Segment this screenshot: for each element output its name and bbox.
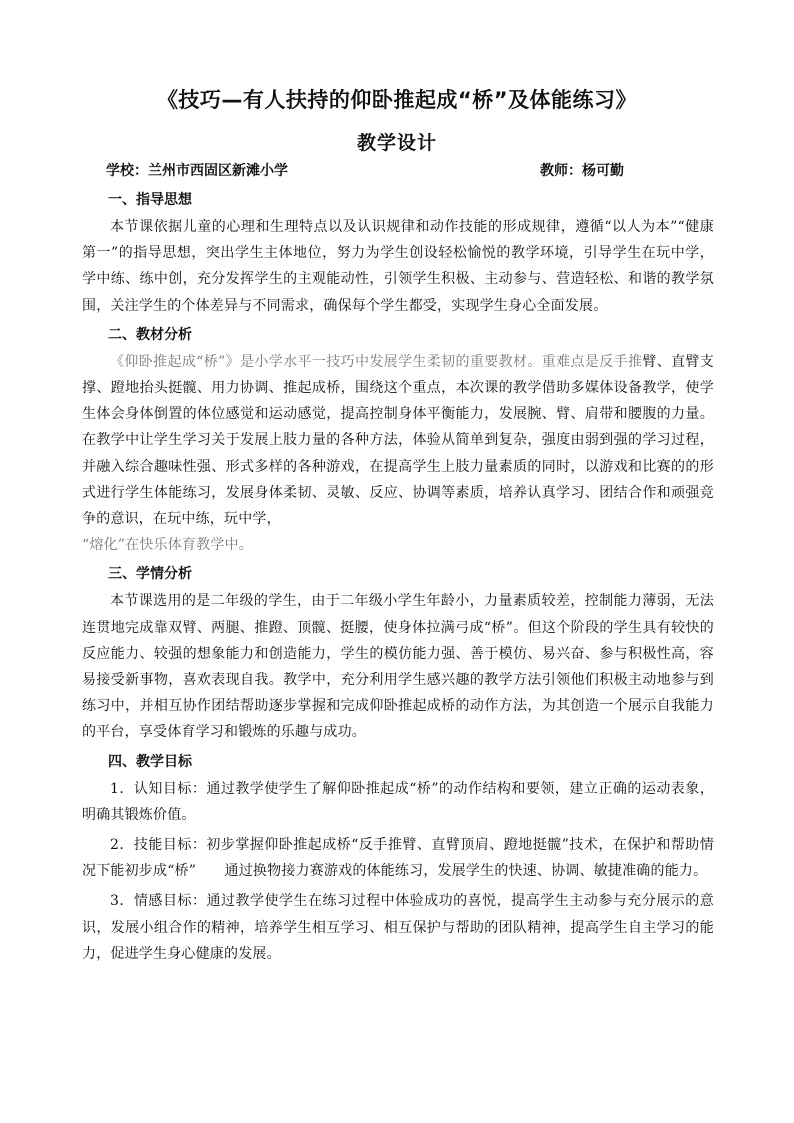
section-text-guiding: 本节课依据儿童的心理和生理特点以及认识规律和动作技能的形成规律，遵循“以人为本”“健康第一”的指导思想，突出学生主体地位，努力为学生创设轻松愉悦的教学环境，引导学生在玩中学，学中练、练中创，充分发挥学生的主观能动性，引领学生积极、主动参与、营造轻松、和谐的教学氛围，关注学生的个体差异与不同需求，确保每个学生都受，实现学生身心全面发展。	[82, 219, 714, 314]
teacher-label: 教师：杨可勤	[540, 163, 624, 179]
goal-item-skill: 2．技能目标：初步掌握仰卧推起成桥“反手推臂、直臂顶肩、蹬地挺髋”技术，在保护和帮助情况下能初步成“桥” 通过换物接力赛游戏的体能练习，发展学生的快速、协调、敏捷准确的能力。	[82, 837, 714, 880]
section-text-students: 本节课选用的是二年级的学生，由于二年级小学生年龄小，力量素质较差，控制能力薄弱，无法连贯地完成靠双臂、两腿、推蹬、顶髋、挺腰，使身体拉满弓成“桥”。但这个阶段的学生具有较快的反应能力、较强的想象能力和创造能力，学生的模仿能力强、善于模仿、易兴奋、参与积极性高，容易接受新事物，喜欢表现自我。教学中，充分利用学生感兴趣的教学方法引领他们积极主动地参与到练习中，并相互协作团结帮助逐步掌握和完成仰卧推起成桥的动作方法，为其创造一个展示自我能力的平台，享受体育学习和锻炼的乐趣与成功。	[82, 593, 714, 741]
document-title: 《技巧—有人扶持的仰卧推起成“桥”及体能练习》	[156, 88, 638, 112]
material-tail-text: “熔化”在快乐体育教学中。	[82, 537, 253, 554]
document-subtitle: 教学设计	[356, 132, 437, 154]
section-heading-material: 二、教材分析	[108, 326, 192, 343]
material-lead-text: 《仰卧推起成“桥”》是小学水平一技巧中发展学生柔韧的重要教材。重难点是反手推	[110, 353, 643, 370]
section-heading-guiding: 一、指导思想	[108, 192, 192, 208]
material-body-text: 臂、直臂支撑、蹬地抬头挺髋、用力协调、推起成桥，围绕这个重点，本次课的教学借助多媒体设备教学，使学生体会身体倒置的体位感觉和运动感觉，提高控制身体平衡能力，发展腕、臂、肩带和腰腹的力量。在教学中让学生学习关于发展上肢力量的各种方法，体验从简单到复杂，强度由弱到强的学习过程，并融入综合趣味性强、形式多样的各种游戏，在提高学生上肢力量素质的同时，以游戏和比赛的的形式进行学生体能练习，发展身体柔韧、灵敏、反应、协调等素质，培养认真学习、团结合作和顽强竞争的意识，在玩中练，玩中学，	[82, 353, 715, 528]
section-heading-students: 三、学情分析	[108, 566, 192, 583]
section-heading-goals: 四、教学目标	[108, 753, 192, 770]
section-text-material	[82, 349, 714, 559]
goal-item-cognitive: 1．认知目标：通过教学使学生了解仰卧推起成“桥”的动作结构和要领，建立正确的运动表象，明确其锻炼价值。	[82, 780, 714, 823]
document-body	[82, 188, 714, 971]
goal-item-affective: 3．情感目标：通过教学使学生在练习过程中体验成功的喜悦，提高学生主动参与充分展示的意识，发展小组合作的精神，培养学生相互学习、相互保护与帮助的团队精神，提高学生自主学习的能力，促进学生身心健康的发展。	[82, 893, 714, 962]
school-label: 学校：兰州市西固区新滩小学	[106, 163, 288, 179]
